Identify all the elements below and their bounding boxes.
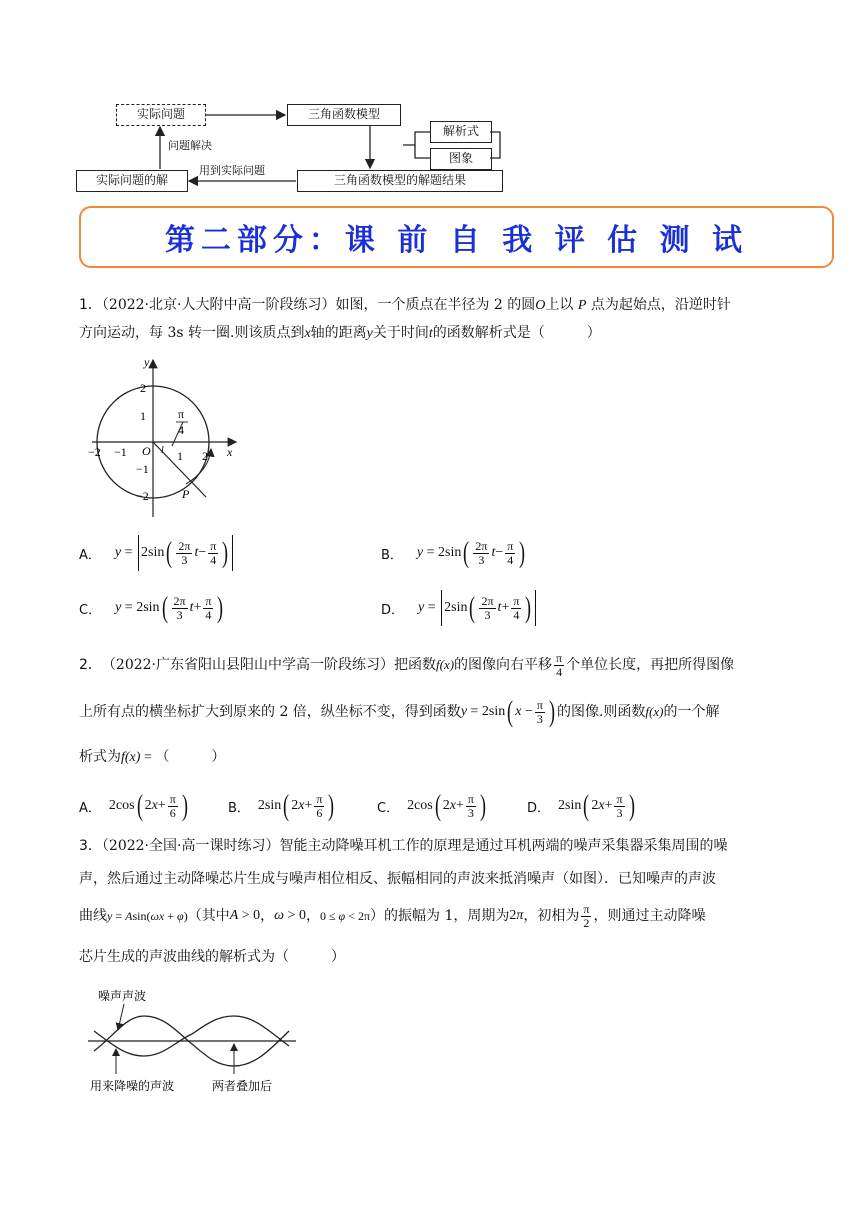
q1-axis-y-label: y bbox=[144, 355, 150, 369]
option-label: D． bbox=[527, 800, 551, 816]
q1-tick-y-2: 2 bbox=[140, 381, 146, 395]
q3-text-h: ，初相为 bbox=[523, 908, 580, 924]
q3-number: 3． bbox=[79, 838, 102, 854]
q1-option-b[interactable]: B． y = 2sin ( $\frac{2\pi}{3}$ t − $\frac{\pi}{4}$ ) bbox=[381, 536, 526, 569]
flow-box-trig-model: 三角函数模型 bbox=[287, 104, 401, 126]
q2-fx-3: f(x) bbox=[121, 750, 141, 765]
flow-box-analytic: 解析式 bbox=[430, 121, 492, 143]
q3-text-g: ）的振幅为 1，周期为 bbox=[370, 908, 510, 924]
option-label: D． bbox=[381, 602, 405, 618]
option-label: B． bbox=[381, 547, 403, 563]
q2-text-e: 的图像.则函数 bbox=[556, 704, 646, 720]
q1-origin-label: O bbox=[142, 444, 151, 458]
q1-point-label: P bbox=[182, 487, 190, 501]
flow-label-problem-solving: 问题解决 bbox=[168, 139, 212, 152]
q3-label-noise: 噪声声波 bbox=[98, 989, 147, 1003]
option-label: A． bbox=[79, 800, 101, 816]
q3-label-sum: 两者叠加后 bbox=[212, 1079, 273, 1093]
q1-tick-x-m1: −1 bbox=[114, 445, 127, 459]
q1-var-y: y bbox=[366, 326, 373, 341]
q3-line-3: 曲线 y = A sin( ωx + φ ) （其中 A > 0 ， ω > 0 ， 0 ≤ φ < 2π ）的振幅为 1，周期为 2 π ，初相为 $\frac{\pi}{2}$ ，则通过主动降噪 bbox=[79, 901, 706, 930]
q1-circle-figure bbox=[84, 352, 244, 522]
q3-text-j: 芯片生成的声波曲线的解析式为（ ） bbox=[79, 949, 345, 965]
flow-label-apply: 用到实际问题 bbox=[199, 164, 265, 177]
q1-option-d[interactable]: D． y = 2sin ( $\frac{2\pi}{3}$ t + $\frac{\pi}{4}$ ) bbox=[381, 588, 538, 628]
q1-angle-den: 4 bbox=[178, 423, 184, 437]
q3-text-b: 声，然后通过主动降噪芯片生成与噪声相位相反、振幅相同的声波来抵消噪声（如图）．已知噪声的声波 bbox=[79, 871, 716, 887]
flow-box-actual-problem: 实际问题 bbox=[116, 104, 206, 126]
q3-text-d: （其中 bbox=[187, 908, 230, 924]
q2-fx-1: f(x) bbox=[436, 657, 455, 672]
q3-line-1 bbox=[79, 835, 819, 857]
q3-noise-wave bbox=[94, 1016, 289, 1056]
q1-text-e: 轴的距离 bbox=[310, 325, 367, 341]
q1-source: （2022·北京·人大附中高一阶段练习） bbox=[101, 297, 336, 313]
q2-text-f: 的一个解 bbox=[663, 704, 720, 720]
section-banner bbox=[79, 206, 834, 268]
option-label: C． bbox=[377, 800, 400, 816]
q2-target-func: y = 2sin ( x − $\frac{\pi}{3}$ ) bbox=[460, 695, 555, 728]
q2-text-g: 析式为 bbox=[79, 749, 121, 765]
q3-source: （2022·全国·高一课时练习） bbox=[101, 838, 280, 854]
flow-arrows bbox=[0, 0, 560, 200]
q3-line-4 bbox=[79, 946, 819, 968]
q1-tick-y-1: 1 bbox=[140, 409, 146, 423]
q2-text-h: （ ） bbox=[155, 749, 226, 765]
q2-line-3: 析式为f(x) = （ ） bbox=[79, 749, 226, 765]
flow-box-actual-solution: 实际问题的解 bbox=[76, 170, 188, 192]
q3-text-c: 曲线 bbox=[79, 908, 107, 924]
q1-tick-x-2: 2 bbox=[202, 449, 208, 463]
q1-text-g: 的函数解析式是（ ） bbox=[432, 325, 601, 341]
q1-small-one: l bbox=[161, 445, 164, 456]
q3-label-cancel: 用来降噪的声波 bbox=[90, 1079, 175, 1093]
q2-source: （2022·广东省阳山县阳山中学高一阶段练习） bbox=[101, 657, 394, 673]
q2-option-c[interactable]: C． 2cos ( 2 x + $\frac{\pi}{3}$ ) bbox=[377, 789, 486, 822]
q2-option-b[interactable]: B． 2sin ( 2 x + $\frac{\pi}{6}$ ) bbox=[228, 789, 335, 822]
q2-option-d[interactable]: D． 2sin ( 2 x + $\frac{\pi}{3}$ ) bbox=[527, 789, 635, 822]
q1-text-a: 如图，一个质点在半径为 2 的圆 bbox=[335, 297, 536, 313]
q1-text-c: 点为起始点，沿逆时针 bbox=[590, 297, 731, 313]
q2-text-c: 个单位长度，再把所得图像 bbox=[566, 657, 735, 673]
q2-number: 2． bbox=[79, 657, 102, 673]
q1-text-f: 关于时间 bbox=[372, 325, 429, 341]
option-label: B． bbox=[228, 800, 250, 816]
q1-option-a[interactable]: A． y = 2sin ( $\frac{2\pi}{3}$ t − $\frac{\pi}{4}$ ) bbox=[79, 533, 235, 573]
q2-text-a: 把函数 bbox=[394, 657, 436, 673]
q3-text-f: ， bbox=[305, 908, 320, 924]
q1-text-b: 上以 bbox=[545, 297, 574, 313]
q1-var-o: O bbox=[535, 298, 546, 313]
q1-var-p: P bbox=[577, 298, 587, 313]
option-label: A． bbox=[79, 547, 101, 563]
q1-angle-num: π bbox=[178, 407, 185, 421]
q3-line-2 bbox=[79, 868, 819, 890]
q2-line-1: 2． （2022·广东省阳山县阳山中学高一阶段练习） 把函数 f(x) 的图像向右平移 $\frac{\pi}{4}$ 个单位长度，再把所得图像 bbox=[79, 650, 735, 679]
section-title: 第二部分：课 前 自 我 评 估 测 试 bbox=[164, 223, 749, 258]
q1-line-1 bbox=[79, 294, 819, 317]
q1-tick-x-m2: −2 bbox=[88, 445, 101, 459]
q1-axis-x-label: x bbox=[227, 445, 233, 459]
q1-tick-y-m2: −2 bbox=[136, 489, 149, 503]
q3-wave-figure bbox=[84, 986, 304, 1096]
option-label: C． bbox=[79, 602, 102, 618]
q2-text-b: 的图像向右平移 bbox=[454, 657, 553, 673]
q2-option-a[interactable]: A． 2cos ( 2 x + $\frac{\pi}{6}$ ) bbox=[79, 789, 188, 822]
q2-fx-2: f(x) bbox=[645, 704, 664, 719]
q1-var-x: x bbox=[304, 326, 311, 341]
flow-box-graph: 图象 bbox=[430, 148, 492, 170]
q3-text-i: ，则通过主动降噪 bbox=[593, 908, 706, 924]
q1-text-d: 方向运动，每 3s 转一圈.则该质点到 bbox=[79, 325, 305, 341]
q1-tick-y-m1: −1 bbox=[136, 462, 149, 476]
q3-text-e: ， bbox=[260, 908, 275, 924]
q2-line-2 bbox=[79, 692, 819, 732]
q1-number: 1． bbox=[79, 297, 102, 313]
q1-var-t: t bbox=[428, 326, 433, 341]
q1-line-2 bbox=[79, 322, 819, 345]
q1-tick-x-1: 1 bbox=[177, 449, 183, 463]
q1-option-c[interactable]: C． y = 2sin ( $\frac{2\pi}{3}$ t + $\frac{\pi}{4}$ ) bbox=[79, 591, 224, 624]
flow-box-model-result: 三角函数模型的解题结果 bbox=[297, 170, 503, 192]
q3-text-a: 智能主动降噪耳机工作的原理是通过耳机两端的噪声采集器采集周围的噪 bbox=[279, 838, 728, 854]
q2-text-d: 上所有点的横坐标扩大到原来的 2 倍，纵坐标不变，得到函数 bbox=[79, 704, 461, 720]
